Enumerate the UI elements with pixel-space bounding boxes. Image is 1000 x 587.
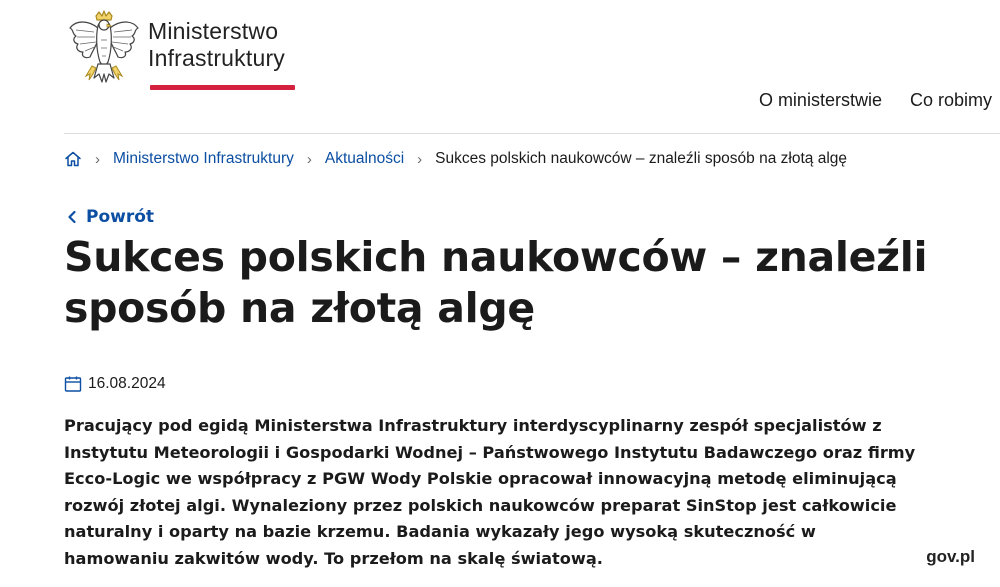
home-icon[interactable]: [64, 150, 82, 168]
header-divider: [64, 133, 1000, 134]
breadcrumb-current: Sukces polskich naukowców – znaleźli sposób na złotą algę: [435, 150, 848, 167]
nav-link-co-robimy[interactable]: Co robimy: [909, 90, 992, 110]
back-link[interactable]: [66, 207, 154, 227]
breadcrumb-link-ministerstwo[interactable]: Ministerstwo Infrastruktury: [113, 150, 294, 167]
logo-line-2: Infrastruktury: [148, 45, 286, 71]
main-navigation: [759, 90, 992, 111]
chevron-right-icon: ›: [417, 150, 423, 168]
chevron-left-icon: [66, 210, 78, 224]
logo-text: [148, 18, 285, 72]
breadcrumb: [64, 150, 847, 168]
govpl-watermark: gov.pl: [926, 547, 975, 566]
logo-accent-bar: [150, 85, 295, 90]
article-title: Sukces polskich naukowców – znaleźli sposób na złotą algę: [64, 233, 928, 332]
nav-link-o-ministerstwie[interactable]: O ministerstwie: [758, 90, 882, 110]
eagle-emblem-icon: [68, 10, 140, 90]
article-date: [64, 375, 166, 393]
breadcrumb-link-aktualnosci[interactable]: Aktualności: [324, 150, 405, 167]
logo-line-1: Ministerstwo: [148, 18, 279, 44]
chevron-right-icon: ›: [95, 150, 100, 168]
chevron-right-icon: ›: [306, 150, 312, 168]
back-link-label: Powrót: [86, 207, 155, 227]
article-lead: Pracujący pod egidą Ministerstwa Infrastruktury interdyscyplinarny zespół specjalistów z Instytutu Meteorologii i Gospodarki Wodnej – Państwowego Instytutu Badawczego oraz firmy Ecco-Logic we współpracy z PGW Wody Polskie opracował innowacyjną metodę eliminującą rozwój złotej algi. Wynaleziony przez polskich naukowców preparat SinStop jest całkowicie naturalny i oparty na bazie krzemu. Badania wykazały jego wysoką skuteczność w hamowaniu zakwitów wody. To przełom na skalę światową.: [64, 416, 916, 568]
ministry-logo[interactable]: [68, 10, 300, 92]
calendar-icon: [64, 375, 82, 393]
article-date-value: 16.08.2024: [88, 375, 166, 392]
